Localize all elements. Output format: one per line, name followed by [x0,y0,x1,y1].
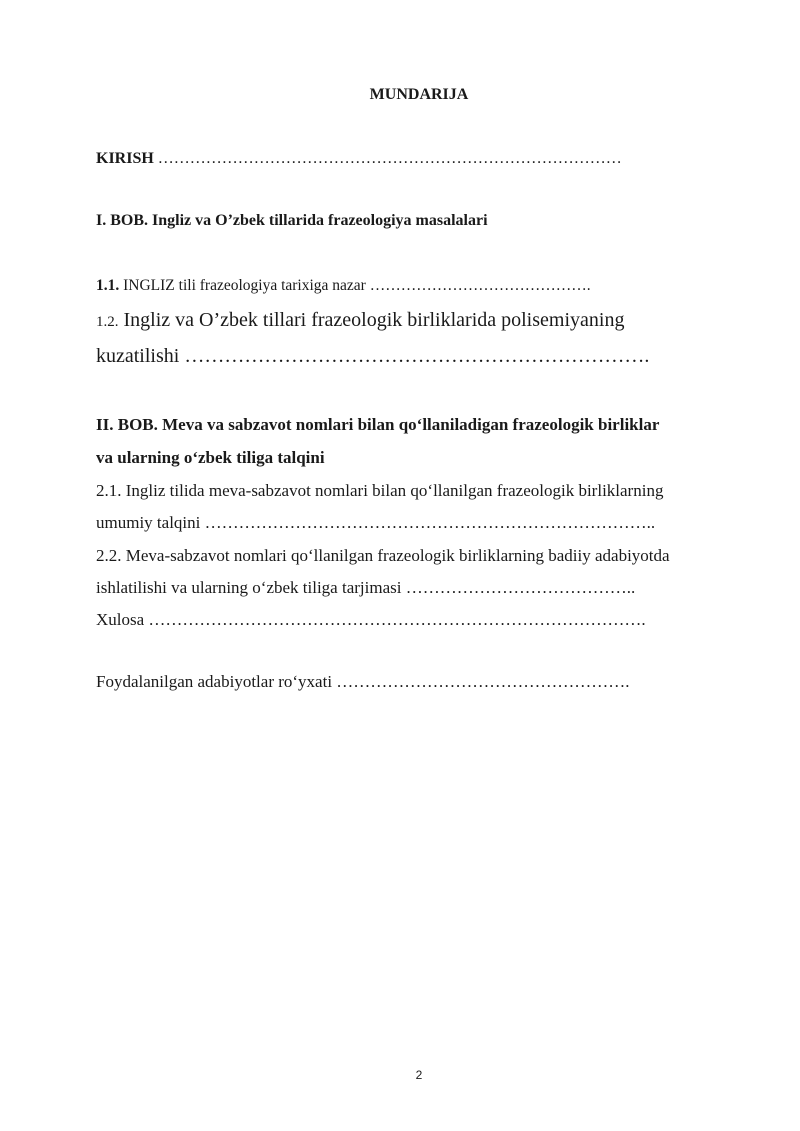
toc-entry-2-2-line2 [96,578,635,598]
xulosa-label: Xulosa [96,610,145,629]
toc-entry-1-2-line2 [96,345,649,368]
chapter-2-heading-line1: II. BOB. Meva va sabzavot nomlari bilan qo‘llaniladigan frazeologik birliklar [96,415,660,434]
toc-title: MUNDARIJA [369,86,469,103]
section-title: Ingliz va O’zbek tillari frazeologik birliklarida polisemiyaning [118,309,625,331]
dot-leader: ……………………………………………………………………………. [144,610,646,629]
kirish-label: KIRISH [96,150,154,167]
foydalanilgan-label: Foydalanilgan adabiyotlar ro‘yxati [96,672,333,691]
dot-leader: ……………………………………………………………. [179,345,650,367]
dot-leader: …………………………………………………………………….. [200,513,656,532]
toc-entry-foydalanilgan [96,672,630,692]
dot-leader: ……………………………………………. [332,672,630,691]
section-title: INGLIZ tili frazeologiya tarixiga nazar [119,277,366,294]
section-number: 1.2. [96,314,119,330]
toc-entry-2-1-line2 [96,513,655,533]
section-title-cont: kuzatilishi [96,345,180,367]
section-title-cont: ishlatilishi va ularning o‘zbek tiliga tarjimasi [96,578,402,597]
toc-entry-xulosa [96,610,646,630]
toc-entry-2-2-line1: 2.2. Meva-sabzavot nomlari qo‘llanilgan frazeologik birliklarning badiiy adabiyotda [96,546,670,565]
toc-entry-kirish [96,150,622,168]
toc-entry-1-1 [96,277,591,295]
toc-entry-1-2-line1 [96,309,624,332]
section-number: 1.1. [96,277,120,294]
toc-entry-2-1-line1: 2.1. Ingliz tilida meva-sabzavot nomlari bilan qo‘llanilgan frazeologik birliklarning [96,481,664,500]
chapter-2-heading-line2: va ularning o‘zbek tiliga talqini [96,448,325,467]
section-title-cont: umumiy talqini [96,513,201,532]
chapter-1-heading: I. BOB. Ingliz va O’zbek tillarida frazeologiya masalalari [96,212,488,229]
page-number: 2 [415,1068,423,1082]
kirish-dots: …………………………………………………………………………… [157,150,622,167]
dot-leader: ……………………………………. [365,277,591,294]
dot-leader: ………………………………….. [401,578,636,597]
